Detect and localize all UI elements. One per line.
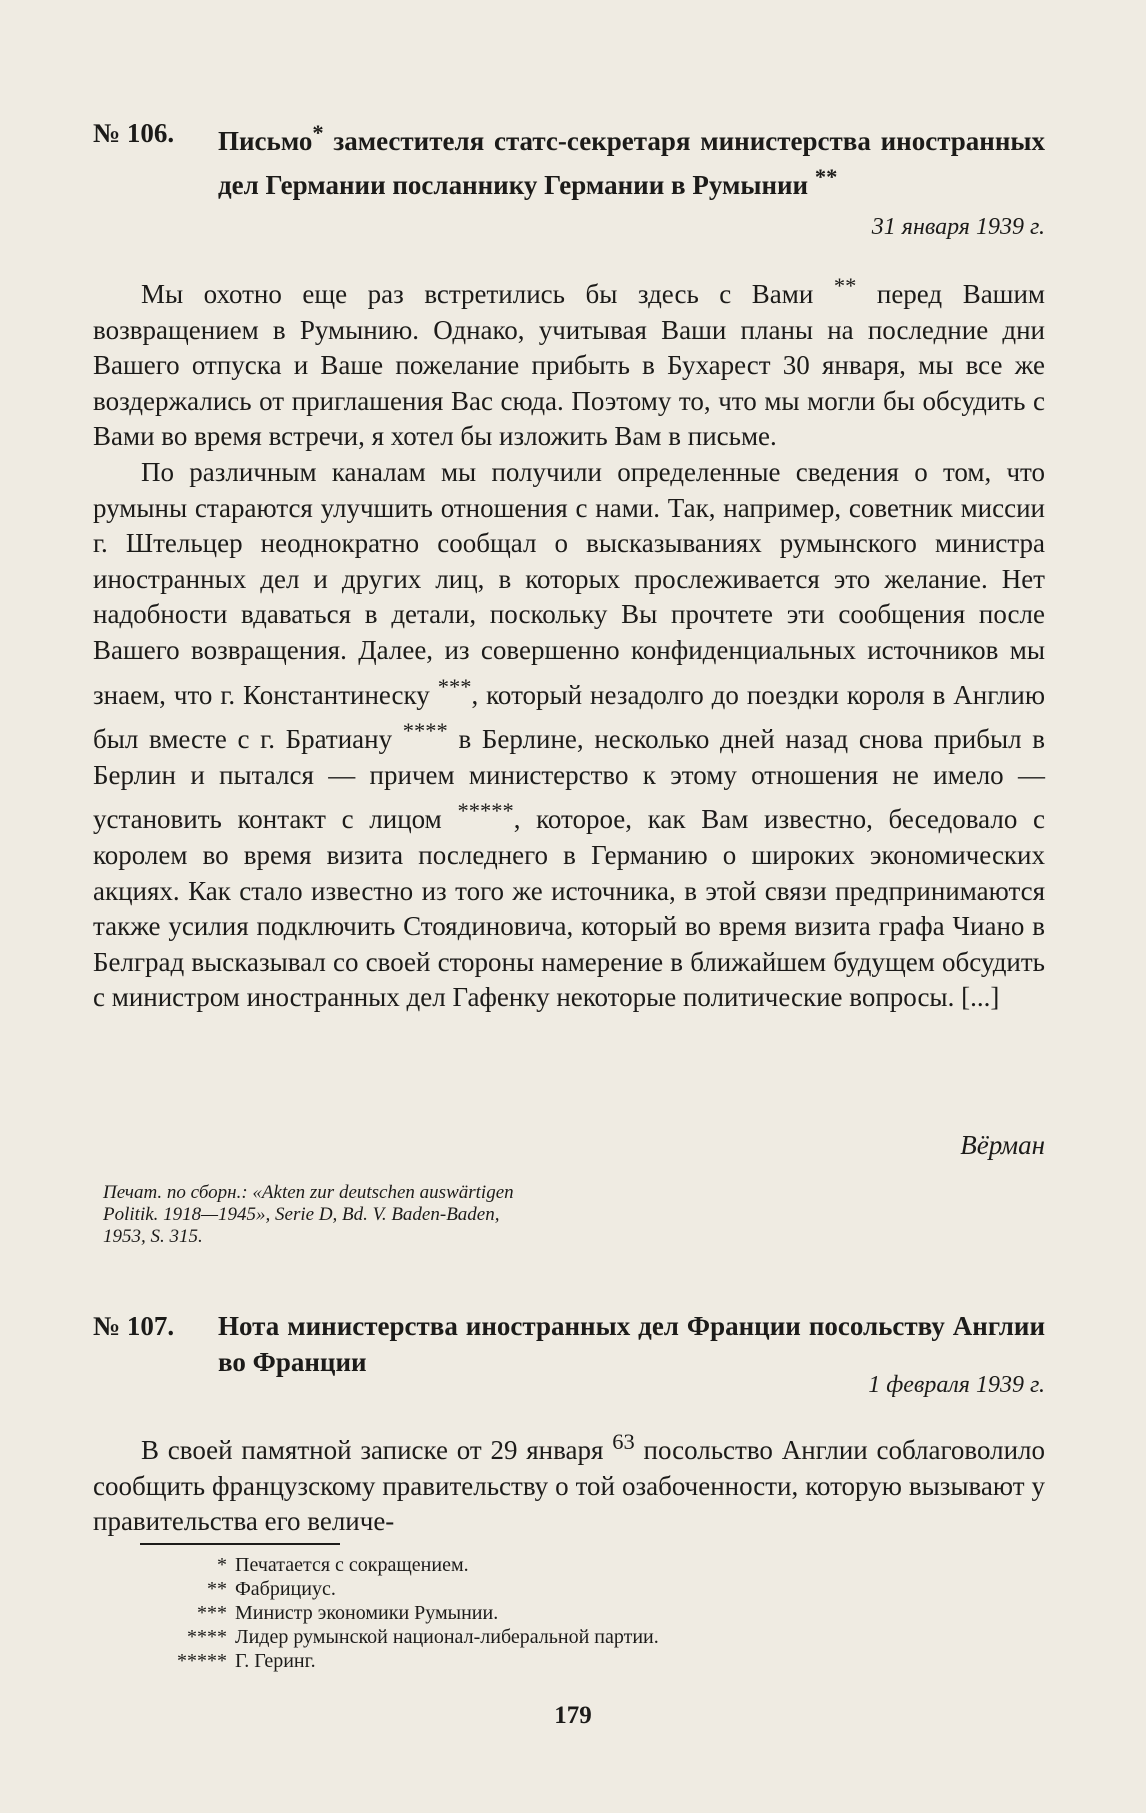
doc106-number: № 106. — [93, 118, 175, 148]
doc106-paragraph-2: По различным каналам мы получили определенные сведения о том, что румыны стараются улучшить отношения с нами. Так, например, советник миссии г. Штельцер неоднократно сообщал о высказываниях румынского министра иностранных дел и других лиц, в которых прослеживается это желание. Нет надобности вдаваться в детали, поскольку Вы прочтете эти сообщения после Вашего возвращения. Далее, из совершенно конфиденциальных источников мы знаем, что г. Константинеску ***, который незадолго до поездки короля в Англию был вместе с г. Братиану **** в Берлине, несколько дней назад снова прибыл в Берлин и пытался — причем министерство к этому отношения не имело — установить контакт с лицом *****, которое, как Вам известно, беседовало с королем во время визита последнего в Германию о широких экономических акциях. Как стало известно из того же источника, в этой связи предпринимаются также усилия подключить Стоядиновича, который во время визита графа Чиано в Белград высказывал со своей стороны намерение в ближайшем будущем обсудить с министром иностранных дел Гафенку некоторые политические вопросы. [...] — [93, 456, 1046, 1013]
doc107-date: 1 февраля 1939 г. — [868, 1372, 1045, 1398]
footnotes — [93, 1553, 993, 1673]
footnote-ref: ***** — [457, 798, 514, 824]
footnote: *** Министр экономики Румынии. — [197, 1602, 499, 1624]
doc106-source: Печат. по сборн.: «Akten zur deutschen auswärtigen Politik. 1918—1945», Serie D, Bd. V. Baden-Baden, 1953, S. 315. — [103, 1182, 514, 1247]
doc107-number: № 107. — [93, 1311, 175, 1341]
footnote: **** Лидер румынской национал-либеральной партии. — [187, 1626, 659, 1648]
doc106-signature: Вёрман — [960, 1130, 1045, 1160]
doc106-title: Письмо* заместителя статс-секретаря министерства иностранных дел Германии посланнику Германии в Румынии ** — [218, 120, 1045, 200]
footnote-ref: *** — [437, 673, 472, 699]
footnote-ref: 63 — [612, 1429, 635, 1454]
footnote-ref: * — [312, 120, 324, 145]
page-number: 179 — [554, 1702, 592, 1729]
doc107-body — [93, 1424, 1045, 1540]
doc106-body — [93, 268, 1045, 1016]
footnote-divider — [140, 1543, 340, 1545]
footnote-ref: ** — [833, 273, 857, 298]
doc106-paragraph-1: Мы охотно еще раз встретились бы здесь с Вами ** перед Вашим возвращением в Румынию. Однако, учитывая Ваши планы на последние дни Вашего отпуска и Ваше пожелание прибыть в Бухарест 30 января, мы все же воздержались от приглашения Вас сюда. Поэтому то, что мы могли бы обсудить с Вами во время встречи, я хотел бы изложить Вам в письме. — [93, 273, 1046, 452]
footnote-ref: ** — [814, 164, 838, 189]
footnote: * Печатается с сокращением. — [217, 1554, 469, 1576]
doc107-title: Нота министерства иностранных дел Франции посольству Англии во Франции — [218, 1311, 1045, 1377]
footnote: ** Фабрициус. — [207, 1578, 336, 1600]
doc107-paragraph-1: В своей памятной записке от 29 января $^{63}$ посольство Англии соблаговолило сообщить французскому правительству о той озабоченности, которую вызывают у правительства его величе- — [93, 1429, 1046, 1537]
footnote: ***** Г. Геринг. — [177, 1650, 316, 1672]
footnote-ref: **** — [402, 718, 448, 744]
doc106-date: 31 января 1939 г. — [871, 214, 1045, 240]
